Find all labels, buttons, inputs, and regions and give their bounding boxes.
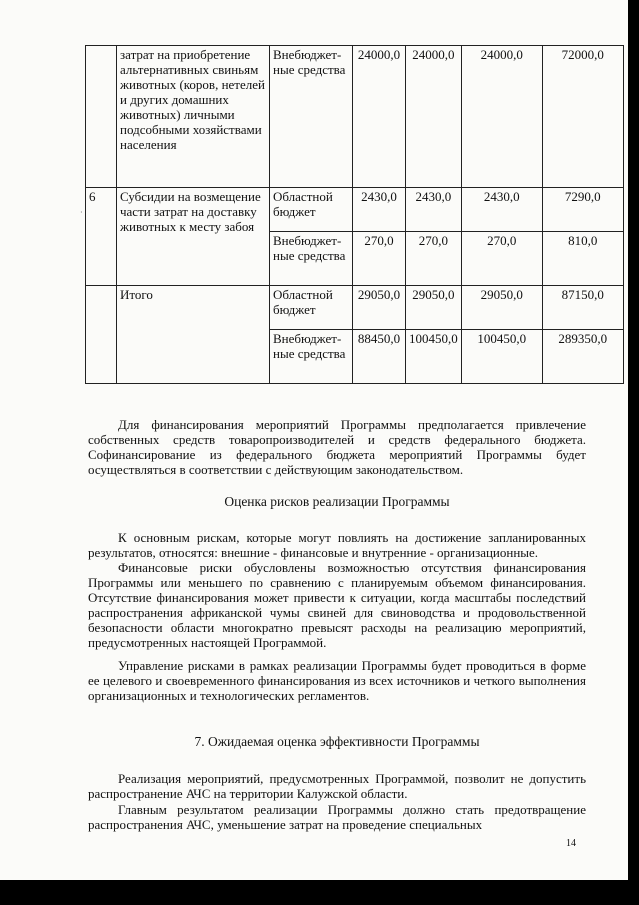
- paragraph-main-risks: К основным рискам, которые могут повлиять на достижение запланированных результатов, относятся: внешние - финансовые и внутренние - организационные.: [88, 530, 586, 560]
- table-cell-total: 289350,0: [542, 330, 623, 384]
- table-cell-value: 29050,0: [353, 286, 406, 330]
- table-cell-value: 24000,0: [406, 46, 462, 188]
- table-cell-value: 29050,0: [406, 286, 462, 330]
- table-cell-value: 88450,0: [353, 330, 406, 384]
- heading-risk-assessment: Оценка рисков реализации Программы: [224, 494, 450, 509]
- table-cell-num: [86, 286, 117, 384]
- table-cell-value: 24000,0: [461, 46, 542, 188]
- table-cell-name: Субсидии на возмещение части затрат на доставку животных к месту забоя: [117, 188, 270, 286]
- table-cell-value: 270,0: [406, 232, 462, 286]
- table-cell-value: 24000,0: [353, 46, 406, 188]
- scan-speck: ·: [80, 208, 83, 217]
- financing-table: [85, 45, 624, 384]
- page-number: 14: [566, 838, 576, 849]
- table-cell-value: 100450,0: [406, 330, 462, 384]
- table-cell-num: [86, 46, 117, 188]
- table-cell-name: затрат на приобретение альтернативных свиньям животных (коров, нетелей и других домашних животных) личными подсобными хозяйствами населения: [117, 46, 270, 188]
- table-row: [86, 188, 624, 232]
- table-cell-value: 270,0: [353, 232, 406, 286]
- table-cell-total: 7290,0: [542, 188, 623, 232]
- table-cell-source: Внебюджет-ные средства: [270, 46, 353, 188]
- heading-efficiency: 7. Ожидаемая оценка эффективности Программы: [194, 734, 480, 749]
- paragraph-financing: Для финансирования мероприятий Программы предполагается привлечение собственных средств товаропроизводителей и средств федерального бюджета. Софинансирование из федерального бюджета мероприятий Программы будет осуществляться в соответствии с действующим законодательством.: [88, 417, 586, 477]
- paragraph-risk-management: Управление рисками в рамках реализации Программы будет проводиться в форме ее целевого и своевременного финансирования из всех источников и четкого выполнения организационных и технологических регламентов.: [88, 658, 586, 703]
- table-cell-value: 2430,0: [461, 188, 542, 232]
- paragraph-main-result: Главным результатом реализации Программы должно стать предотвращение распространения АЧС, уменьшение затрат на проведение специальных: [88, 802, 586, 832]
- table-cell-value: 29050,0: [461, 286, 542, 330]
- table-cell-source: Внебюджет-ные средства: [270, 330, 353, 384]
- table-cell-source: Областной бюджет: [270, 286, 353, 330]
- table-cell-value: 2430,0: [406, 188, 462, 232]
- table-cell-source: Внебюджет-ные средства: [270, 232, 353, 286]
- paragraph-financial-risks: Финансовые риски обусловлены возможностью отсутствия финансирования Программы или меньшего по сравнению с планируемым объемом финансирования. Отсутствие финансирования может привести к ситуации, когда масштабы последствий распространения африканской чумы свиней для свиноводства и продовольственной безопасности области многократно превысят расходы на реализацию мероприятий, предусмотренных настоящей Программой.: [88, 560, 586, 650]
- table-cell-value: 270,0: [461, 232, 542, 286]
- table-row: [86, 286, 624, 330]
- table-cell-total: 810,0: [542, 232, 623, 286]
- paragraph-implementation: Реализация мероприятий, предусмотренных Программой, позволит не допустить распространение АЧС на территории Калужской области.: [88, 771, 586, 801]
- table-cell-total: 72000,0: [542, 46, 623, 188]
- table-cell-total: 87150,0: [542, 286, 623, 330]
- table-cell-num: 6: [86, 188, 117, 286]
- table-cell-value: 100450,0: [461, 330, 542, 384]
- table-cell-source: Областной бюджет: [270, 188, 353, 232]
- table-row: [86, 46, 624, 188]
- table-cell-value: 2430,0: [353, 188, 406, 232]
- table-cell-name: Итого: [117, 286, 270, 384]
